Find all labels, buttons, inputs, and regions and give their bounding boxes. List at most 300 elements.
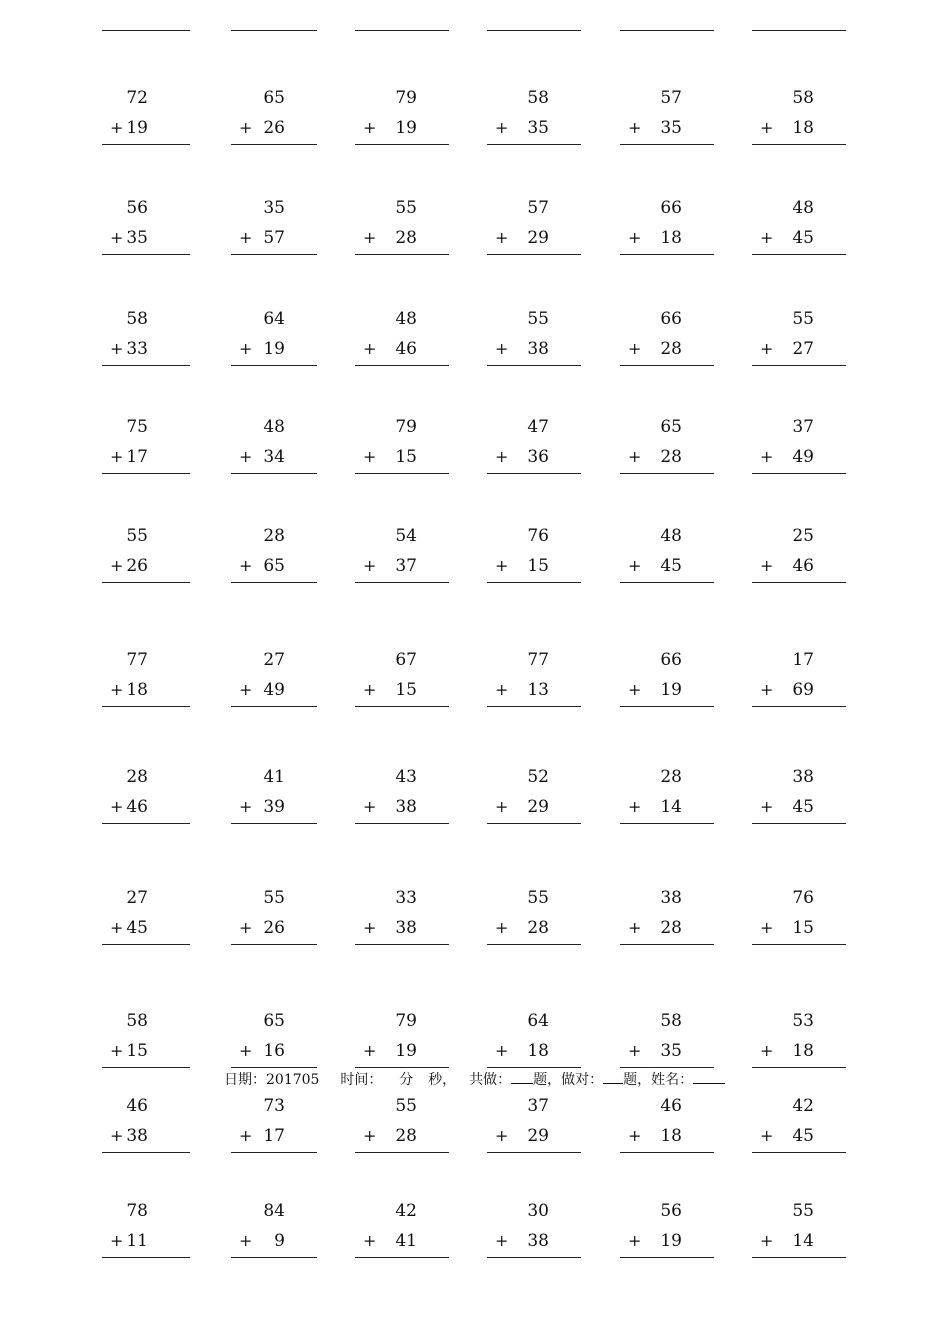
- addend-bottom: 15: [527, 556, 549, 576]
- addition-problem: [752, 1096, 846, 1156]
- addend-bottom: 65: [263, 556, 285, 576]
- addend-top: 76: [792, 888, 814, 908]
- addend-top: 55: [792, 1201, 814, 1221]
- addend-bottom: 29: [527, 228, 549, 248]
- answer-line: [620, 254, 714, 255]
- plus-sign: +: [239, 556, 253, 575]
- addition-problem: [355, 526, 449, 586]
- addend-top: 58: [792, 88, 814, 108]
- addend-bottom: 28: [395, 228, 417, 248]
- plus-sign: +: [363, 918, 377, 937]
- addition-problem: [487, 888, 581, 948]
- plus-sign: +: [628, 339, 642, 358]
- addend-bottom: 57: [263, 228, 285, 248]
- addend-top: 28: [263, 526, 285, 546]
- addition-problem: [102, 198, 190, 258]
- plus-sign: +: [239, 118, 253, 137]
- addition-problem: [487, 1011, 581, 1071]
- addition-problem: [620, 1201, 714, 1261]
- addend-bottom: 35: [527, 118, 549, 138]
- answer-line: [355, 473, 449, 474]
- addend-bottom: 45: [792, 1126, 814, 1146]
- addend-top: 37: [527, 1096, 549, 1116]
- total-label: 共做：: [469, 1072, 512, 1088]
- addend-top: 78: [126, 1201, 148, 1221]
- addition-problem: [620, 1096, 714, 1156]
- answer-line: [102, 144, 190, 145]
- addend-top: 57: [527, 198, 549, 218]
- date-label: 日期：: [224, 1072, 266, 1088]
- answer-line: [231, 30, 317, 31]
- addend-bottom: 28: [660, 339, 682, 359]
- addend-bottom: 45: [660, 556, 682, 576]
- addend-bottom: 38: [395, 918, 417, 938]
- addend-top: 30: [527, 1201, 549, 1221]
- plus-sign: +: [495, 1126, 509, 1145]
- addend-bottom: 15: [126, 1041, 148, 1061]
- name-label: 题，姓名：: [623, 1072, 694, 1088]
- date-value: 201705: [266, 1072, 320, 1088]
- answer-line: [102, 1067, 190, 1068]
- answer-line: [355, 254, 449, 255]
- correct-label: 题，做对：: [533, 1072, 604, 1088]
- addend-top: 43: [395, 767, 417, 787]
- minutes-label: 分: [399, 1072, 414, 1088]
- plus-sign: +: [363, 339, 377, 358]
- addend-bottom: 36: [527, 447, 549, 467]
- addition-problem: [620, 417, 714, 477]
- addend-bottom: 16: [263, 1041, 285, 1061]
- answer-line: [620, 473, 714, 474]
- addition-problem: [752, 1201, 846, 1261]
- answer-line: [620, 144, 714, 145]
- addend-bottom: 33: [126, 339, 148, 359]
- addition-problem: [355, 1096, 449, 1156]
- answer-line: [752, 144, 846, 145]
- answer-line: [231, 1257, 317, 1258]
- addend-top: 53: [792, 1011, 814, 1031]
- time-label: 时间：: [340, 1072, 383, 1088]
- plus-sign: +: [239, 797, 253, 816]
- addition-problem: [620, 526, 714, 586]
- addend-top: 46: [660, 1096, 682, 1116]
- plus-sign: +: [760, 918, 774, 937]
- addition-problem: [102, 1201, 190, 1261]
- plus-sign: +: [495, 228, 509, 247]
- answer-line: [620, 1067, 714, 1068]
- addend-top: 47: [527, 417, 549, 437]
- addend-bottom: 39: [263, 797, 285, 817]
- plus-sign: +: [110, 1041, 124, 1060]
- plus-sign: +: [495, 447, 509, 466]
- addition-problem: [752, 309, 846, 369]
- addend-top: 56: [126, 198, 148, 218]
- addend-bottom: 15: [395, 680, 417, 700]
- answer-line: [355, 823, 449, 824]
- answer-line: [752, 823, 846, 824]
- addend-bottom: 15: [395, 447, 417, 467]
- answer-line: [102, 944, 190, 945]
- addition-problem: [752, 767, 846, 827]
- addend-top: 55: [527, 309, 549, 329]
- addend-top: 58: [660, 1011, 682, 1031]
- addend-top: 58: [126, 309, 148, 329]
- answer-line: [487, 1257, 581, 1258]
- addition-problem: [620, 309, 714, 369]
- addend-top: 72: [126, 88, 148, 108]
- addend-bottom: 37: [395, 556, 417, 576]
- plus-sign: +: [239, 918, 253, 937]
- addend-bottom: 28: [395, 1126, 417, 1146]
- addend-top: 84: [263, 1201, 285, 1221]
- addend-bottom: 49: [263, 680, 285, 700]
- answer-line: [620, 1257, 714, 1258]
- addend-bottom: 38: [527, 1231, 549, 1251]
- total-blank[interactable]: [511, 1069, 533, 1084]
- addend-top: 58: [126, 1011, 148, 1031]
- answer-line: [355, 1067, 449, 1068]
- plus-sign: +: [495, 339, 509, 358]
- addend-top: 73: [263, 1096, 285, 1116]
- addition-problem: [355, 888, 449, 948]
- addition-problem: [231, 1011, 317, 1071]
- plus-sign: +: [760, 228, 774, 247]
- addend-bottom: 28: [660, 918, 682, 938]
- addend-bottom: 41: [395, 1231, 417, 1251]
- addend-bottom: 29: [527, 1126, 549, 1146]
- addend-bottom: 69: [792, 680, 814, 700]
- addend-top: 55: [792, 309, 814, 329]
- addition-problem: [752, 526, 846, 586]
- plus-sign: +: [110, 447, 124, 466]
- addend-top: 65: [660, 417, 682, 437]
- addition-problem: [231, 417, 317, 477]
- addend-bottom: 35: [126, 228, 148, 248]
- addition-problem: [487, 417, 581, 477]
- answer-line: [102, 823, 190, 824]
- addend-bottom: 19: [660, 680, 682, 700]
- answer-line: [355, 1152, 449, 1153]
- addition-problem: [752, 198, 846, 258]
- addend-top: 48: [792, 198, 814, 218]
- plus-sign: +: [239, 1126, 253, 1145]
- answer-line: [752, 1152, 846, 1153]
- addition-problem: [620, 767, 714, 827]
- plus-sign: +: [363, 797, 377, 816]
- addend-bottom: 27: [792, 339, 814, 359]
- addend-top: 65: [263, 1011, 285, 1031]
- addend-top: 75: [126, 417, 148, 437]
- addend-top: 38: [660, 888, 682, 908]
- plus-sign: +: [495, 118, 509, 137]
- addition-problem: [355, 1011, 449, 1071]
- plus-sign: +: [239, 680, 253, 699]
- plus-sign: +: [363, 118, 377, 137]
- addend-bottom: 46: [395, 339, 417, 359]
- addend-top: 64: [527, 1011, 549, 1031]
- addend-bottom: 45: [126, 918, 148, 938]
- answer-line: [752, 1257, 846, 1258]
- addend-top: 55: [126, 526, 148, 546]
- plus-sign: +: [495, 680, 509, 699]
- answer-line: [355, 1257, 449, 1258]
- plus-sign: +: [760, 680, 774, 699]
- plus-sign: +: [628, 797, 642, 816]
- plus-sign: +: [495, 1041, 509, 1060]
- answer-line: [487, 823, 581, 824]
- addend-bottom: 46: [126, 797, 148, 817]
- addend-bottom: 38: [126, 1126, 148, 1146]
- addition-problem: [620, 198, 714, 258]
- answer-line: [231, 582, 317, 583]
- answer-line: [102, 582, 190, 583]
- answer-line: [620, 365, 714, 366]
- addition-problem: [487, 309, 581, 369]
- answer-line: [102, 1257, 190, 1258]
- answer-line: [231, 365, 317, 366]
- answer-line: [620, 582, 714, 583]
- plus-sign: +: [363, 228, 377, 247]
- addend-bottom: 15: [792, 918, 814, 938]
- addend-top: 35: [263, 198, 285, 218]
- plus-sign: +: [110, 680, 124, 699]
- addition-problem: [231, 888, 317, 948]
- addend-top: 25: [792, 526, 814, 546]
- addend-top: 64: [263, 309, 285, 329]
- answer-line: [620, 944, 714, 945]
- answer-line: [231, 823, 317, 824]
- answer-line: [231, 944, 317, 945]
- answer-line: [231, 1152, 317, 1153]
- addition-problem: [231, 1096, 317, 1156]
- addend-top: 77: [126, 650, 148, 670]
- addend-bottom: 14: [792, 1231, 814, 1251]
- addition-problem: [102, 526, 190, 586]
- name-blank[interactable]: [693, 1069, 725, 1084]
- addition-problem: [355, 650, 449, 710]
- addend-top: 79: [395, 1011, 417, 1031]
- plus-sign: +: [110, 228, 124, 247]
- addend-top: 54: [395, 526, 417, 546]
- plus-sign: +: [495, 556, 509, 575]
- addition-problem: [487, 88, 581, 148]
- answer-line: [752, 365, 846, 366]
- addition-problem: [231, 526, 317, 586]
- addition-problem: [487, 767, 581, 827]
- answer-line: [487, 706, 581, 707]
- addend-bottom: 18: [792, 118, 814, 138]
- addition-problem: [102, 888, 190, 948]
- addition-problem: [355, 88, 449, 148]
- plus-sign: +: [239, 447, 253, 466]
- answer-line: [752, 944, 846, 945]
- plus-sign: +: [495, 918, 509, 937]
- plus-sign: +: [628, 680, 642, 699]
- addition-problem: [102, 309, 190, 369]
- addend-top: 65: [263, 88, 285, 108]
- addition-problem: [620, 888, 714, 948]
- addition-problem: [102, 650, 190, 710]
- plus-sign: +: [363, 556, 377, 575]
- seconds-label: 秒，: [428, 1072, 457, 1088]
- addend-bottom: 35: [660, 1041, 682, 1061]
- plus-sign: +: [110, 1126, 124, 1145]
- plus-sign: +: [495, 797, 509, 816]
- plus-sign: +: [628, 1231, 642, 1250]
- plus-sign: +: [110, 556, 124, 575]
- addition-problem: [620, 1011, 714, 1071]
- addend-top: 66: [660, 309, 682, 329]
- addend-bottom: 29: [527, 797, 549, 817]
- addition-problem: [231, 767, 317, 827]
- addend-bottom: 18: [660, 228, 682, 248]
- answer-line: [355, 30, 449, 31]
- answer-line: [752, 30, 846, 31]
- plus-sign: +: [628, 1126, 642, 1145]
- answer-line: [102, 473, 190, 474]
- addend-top: 55: [395, 1096, 417, 1116]
- addend-bottom: 18: [660, 1126, 682, 1146]
- correct-blank[interactable]: [603, 1069, 623, 1084]
- addition-problem: [487, 198, 581, 258]
- addend-bottom: 38: [527, 339, 549, 359]
- answer-line: [355, 365, 449, 366]
- addend-bottom: 49: [792, 447, 814, 467]
- addend-top: 42: [792, 1096, 814, 1116]
- addition-problem: [102, 1011, 190, 1071]
- answer-line: [620, 823, 714, 824]
- answer-line: [752, 582, 846, 583]
- addend-top: 28: [660, 767, 682, 787]
- addend-bottom: 18: [527, 1041, 549, 1061]
- plus-sign: +: [239, 228, 253, 247]
- addend-top: 46: [126, 1096, 148, 1116]
- addend-top: 56: [660, 1201, 682, 1221]
- addend-bottom: 13: [527, 680, 549, 700]
- plus-sign: +: [628, 1041, 642, 1060]
- plus-sign: +: [760, 339, 774, 358]
- addend-bottom: 19: [395, 118, 417, 138]
- addend-top: 33: [395, 888, 417, 908]
- addend-bottom: 19: [263, 339, 285, 359]
- addend-top: 55: [263, 888, 285, 908]
- addend-top: 37: [792, 417, 814, 437]
- plus-sign: +: [239, 339, 253, 358]
- addition-problem: [487, 1096, 581, 1156]
- addition-problem: [231, 309, 317, 369]
- answer-line: [487, 473, 581, 474]
- addend-bottom: 17: [263, 1126, 285, 1146]
- addend-bottom: 11: [126, 1231, 148, 1251]
- plus-sign: +: [628, 228, 642, 247]
- answer-line: [231, 1067, 317, 1068]
- answer-line: [487, 1152, 581, 1153]
- addend-top: 66: [660, 198, 682, 218]
- plus-sign: +: [760, 556, 774, 575]
- addend-bottom: 14: [660, 797, 682, 817]
- addition-problem: [231, 650, 317, 710]
- worksheet-footer: [224, 1069, 725, 1089]
- addition-problem: [355, 767, 449, 827]
- addend-bottom: 45: [792, 228, 814, 248]
- addend-bottom: 28: [660, 447, 682, 467]
- addition-problem: [752, 1011, 846, 1071]
- addend-bottom: 17: [126, 447, 148, 467]
- answer-line: [752, 706, 846, 707]
- answer-line: [355, 144, 449, 145]
- answer-line: [355, 706, 449, 707]
- addend-top: 42: [395, 1201, 417, 1221]
- plus-sign: +: [628, 918, 642, 937]
- plus-sign: +: [110, 918, 124, 937]
- answer-line: [102, 706, 190, 707]
- plus-sign: +: [239, 1041, 253, 1060]
- addition-problem: [487, 526, 581, 586]
- plus-sign: +: [760, 1126, 774, 1145]
- answer-line: [487, 144, 581, 145]
- addend-bottom: 45: [792, 797, 814, 817]
- answer-line: [752, 254, 846, 255]
- answer-line: [102, 365, 190, 366]
- addend-bottom: 19: [395, 1041, 417, 1061]
- answer-line: [487, 1067, 581, 1068]
- addend-top: 48: [395, 309, 417, 329]
- answer-line: [231, 706, 317, 707]
- plus-sign: +: [760, 118, 774, 137]
- addend-bottom: 26: [263, 918, 285, 938]
- addition-problem: [231, 198, 317, 258]
- addend-bottom: 9: [274, 1231, 285, 1251]
- plus-sign: +: [363, 680, 377, 699]
- plus-sign: +: [363, 1126, 377, 1145]
- plus-sign: +: [628, 118, 642, 137]
- answer-line: [487, 944, 581, 945]
- plus-sign: +: [239, 1231, 253, 1250]
- answer-line: [620, 1152, 714, 1153]
- plus-sign: +: [760, 1041, 774, 1060]
- plus-sign: +: [363, 1231, 377, 1250]
- addition-problem: [487, 1201, 581, 1261]
- plus-sign: +: [110, 1231, 124, 1250]
- addend-top: 48: [660, 526, 682, 546]
- addend-top: 58: [527, 88, 549, 108]
- addition-problem: [231, 1201, 317, 1261]
- addend-top: 57: [660, 88, 682, 108]
- addend-bottom: 18: [126, 680, 148, 700]
- addend-top: 27: [126, 888, 148, 908]
- addition-problem: [231, 88, 317, 148]
- addend-top: 67: [395, 650, 417, 670]
- addend-bottom: 26: [126, 556, 148, 576]
- addend-bottom: 18: [792, 1041, 814, 1061]
- answer-line: [231, 144, 317, 145]
- addition-problem: [355, 198, 449, 258]
- answer-line: [752, 473, 846, 474]
- answer-line: [487, 365, 581, 366]
- addition-problem: [355, 417, 449, 477]
- addition-problem: [620, 650, 714, 710]
- answer-line: [355, 944, 449, 945]
- plus-sign: +: [110, 118, 124, 137]
- addend-top: 28: [126, 767, 148, 787]
- addition-problem: [102, 767, 190, 827]
- plus-sign: +: [363, 447, 377, 466]
- plus-sign: +: [363, 1041, 377, 1060]
- answer-line: [487, 582, 581, 583]
- addition-problem: [355, 309, 449, 369]
- plus-sign: +: [628, 556, 642, 575]
- addend-top: 41: [263, 767, 285, 787]
